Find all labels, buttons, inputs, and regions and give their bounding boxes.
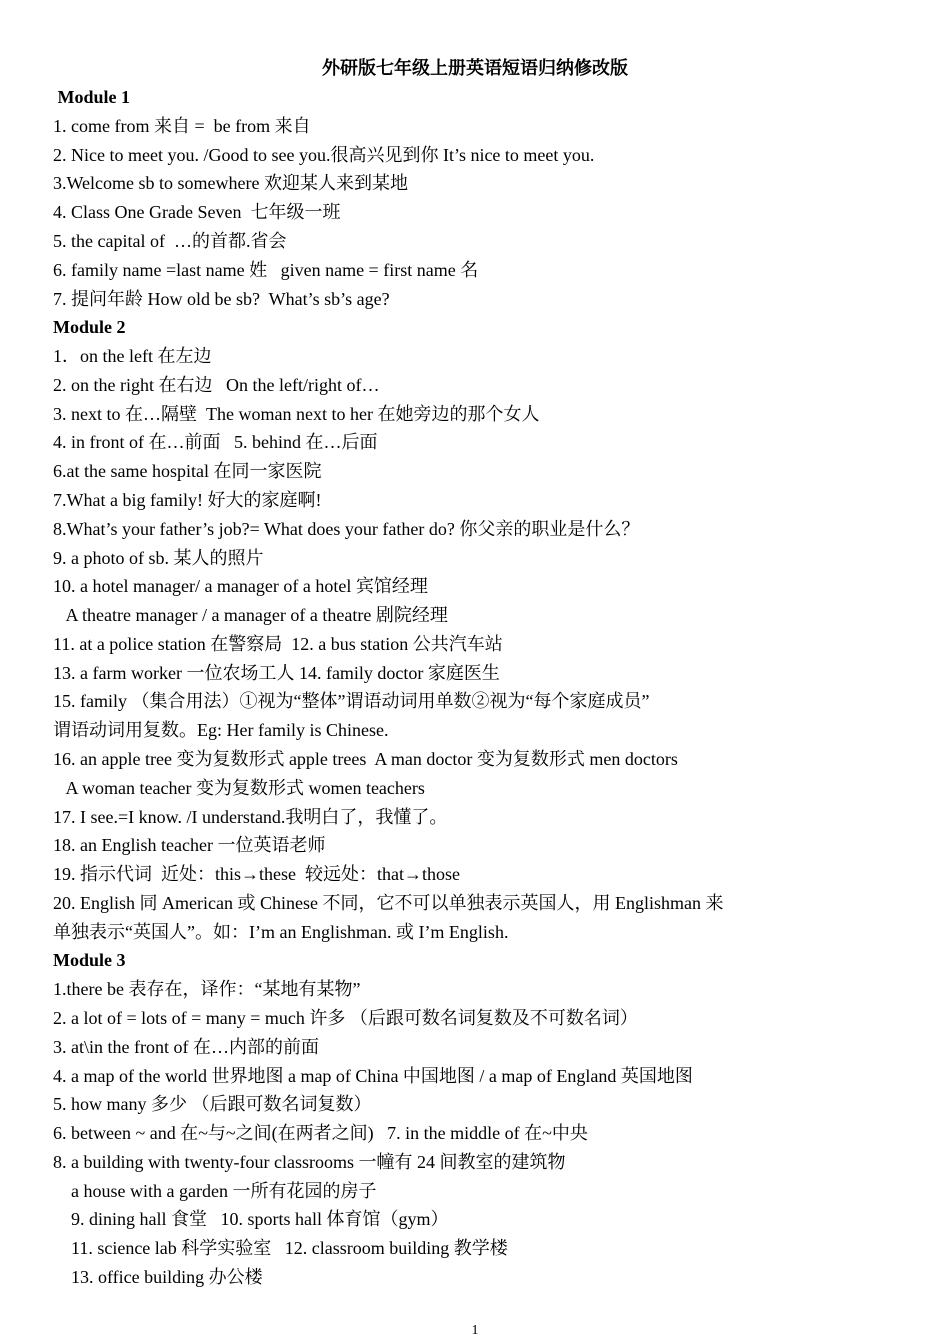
phrase-line: 3.Welcome sb to somewhere 欢迎某人来到某地 <box>53 173 408 194</box>
phrase-line: 20. English 同 American 或 Chinese 不同，它不可以单独表示英国人，用 Englishman 来 <box>53 892 724 913</box>
phrase-line: 2. Nice to meet you. /Good to see you.很高兴见到你 It’s nice to meet you. <box>53 144 595 165</box>
phrase-line: 9. dining hall 食堂 10. sports hall 体育馆（gym） <box>53 1209 449 1230</box>
phrase-line: 19. 指示代词 近处：this→these 较远处：that→those <box>53 864 460 885</box>
phrase-line: 1. come from 来自 = be from 来自 <box>53 115 311 136</box>
phrase-line: 8. a building with twenty-four classrooms 一幢有 24 间教室的建筑物 <box>53 1151 566 1172</box>
phrase-line: 5. how many 多少 （后跟可数名词复数） <box>53 1094 372 1115</box>
phrase-line: 单独表示“英国人”。如：I’m an Englishman. 或 I’m English. <box>53 921 509 942</box>
phrase-line: 9. a photo of sb. 某人的照片 <box>53 547 264 568</box>
phrase-line: 11. science lab 科学实验室 12. classroom building 教学楼 <box>53 1238 508 1259</box>
phrase-line: A theatre manager / a manager of a theatre 剧院经理 <box>53 605 448 625</box>
phrase-line: 4. a map of the world 世界地图 a map of China 中国地图 / a map of England 英国地图 <box>53 1065 693 1086</box>
phrase-line: 2. on the right 在右边 On the left/right of… <box>53 374 380 395</box>
phrase-line: 18. an English teacher 一位英语老师 <box>53 835 326 856</box>
phrase-line: 13. office building 办公楼 <box>53 1267 263 1287</box>
phrase-line: 6. family name =last name 姓 given name = first name 名 <box>53 259 479 280</box>
phrase-line: 7. 提问年龄 How old be sb? What’s sb’s age? <box>53 288 390 309</box>
phrase-line: A woman teacher 变为复数形式 women teachers <box>53 777 425 798</box>
phrase-line: a house with a garden 一所有花园的房子 <box>53 1180 377 1201</box>
phrase-line: 7.What a big family! 好大的家庭啊! <box>53 489 322 510</box>
phrase-line: 13. a farm worker 一位农场工人 14. family doctor 家庭医生 <box>53 662 500 683</box>
phrase-line: 1.there be 表存在，译作：“某地有某物” <box>53 979 361 1000</box>
phrase-line: 3. next to 在…隔壁 The woman next to her 在她旁边的那个女人 <box>53 403 540 424</box>
phrase-line: 6. between ~ and 在~与~之间(在两者之间) 7. in the middle of 在~中央 <box>53 1123 588 1144</box>
phrase-line: 16. an apple tree 变为复数形式 apple trees A man doctor 变为复数形式 men doctors <box>53 748 678 769</box>
phrase-line: 2. a lot of = lots of = many = much 许多 （后跟可数名词复数及不可数名词） <box>53 1008 638 1028</box>
phrase-line: 4. in front of 在…前面 5. behind 在…后面 <box>53 432 378 453</box>
phrase-line: 1．on the left 在左边 <box>53 346 212 366</box>
document-title: 外研版七年级上册英语短语归纳修改版 <box>322 58 628 78</box>
module-heading: Module 3 <box>53 950 126 971</box>
phrase-line: 15. family （集合用法）①视为“整体”谓语动词用单数②视为“每个家庭成员” <box>53 691 650 712</box>
phrase-line: 4. Class One Grade Seven 七年级一班 <box>53 202 341 223</box>
module-heading: Module 1 <box>53 87 131 107</box>
phrase-line: 谓语动词用复数。Eg: Her family is Chinese. <box>53 720 389 741</box>
phrase-line: 3. at\in the front of 在…内部的前面 <box>53 1036 319 1057</box>
phrase-line: 17. I see.=I know. /I understand.我明白了，我懂了。 <box>53 806 448 827</box>
phrase-line: 6.at the same hospital 在同一家医院 <box>53 461 322 482</box>
page-number: 1 <box>471 1323 479 1338</box>
phrase-line: 11. at a police station 在警察局 12. a bus station 公共汽车站 <box>53 633 503 654</box>
module-heading: Module 2 <box>53 317 126 338</box>
phrase-line: 5. the capital of …的首都.省会 <box>53 230 287 251</box>
phrase-line: 8.What’s your father’s job?= What does your father do? 你父亲的职业是什么？ <box>53 518 640 539</box>
phrase-line: 10. a hotel manager/ a manager of a hotel 宾馆经理 <box>53 576 428 597</box>
